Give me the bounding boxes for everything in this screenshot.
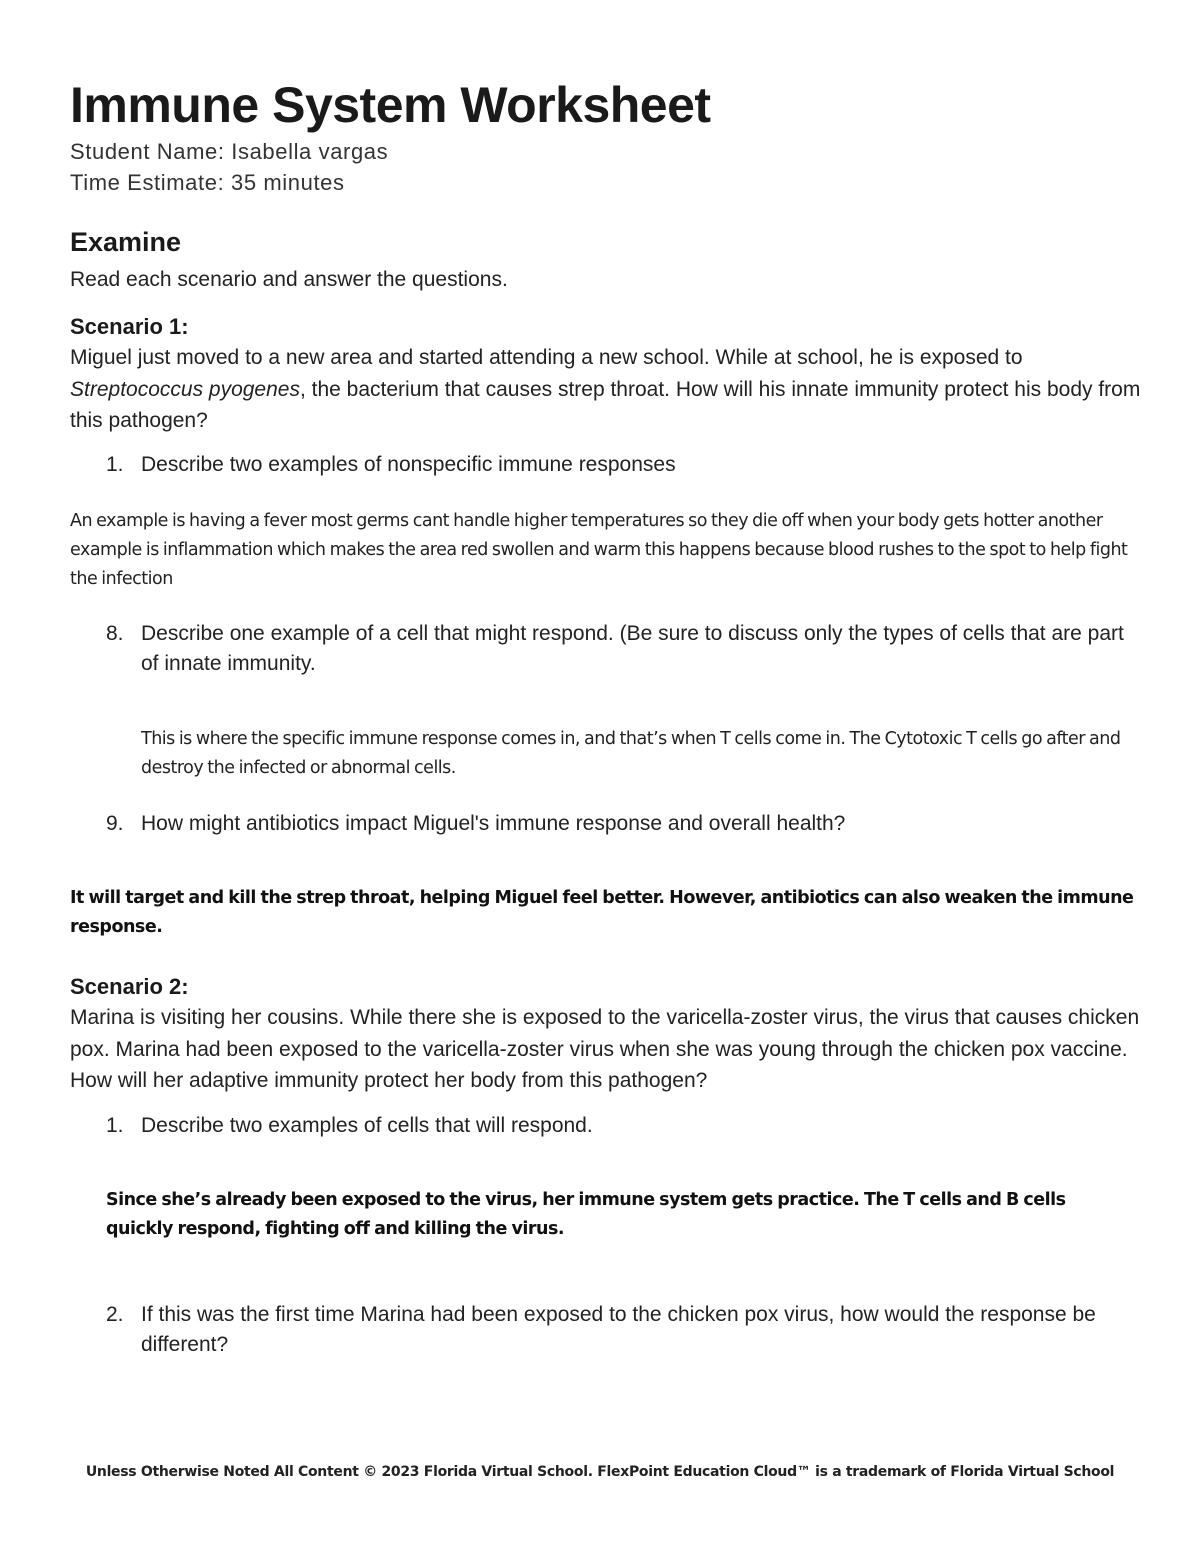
scenario-1-answer-1: An example is having a fever most germs cant handle higher temperatures so they die off when your body gets hotter another example is inflammation which makes the area red swollen and warm this happens because blood rushes to the spot to help fight the infection — [70, 511, 1128, 589]
question-text: Describe two examples of cells that will respond. — [141, 1114, 593, 1137]
scenario-1-question-9 — [106, 809, 1136, 839]
scenario-1-pathogen-name: Streptococcus pyogenes — [70, 377, 300, 401]
scenario-1-answer-9: It will target and kill the strep throat, helping Miguel feel better. However, antibiotics can also weaken the immune response. — [70, 888, 1134, 937]
examine-instructions: Read each scenario and answer the questions. — [70, 268, 508, 291]
worksheet-title: Immune System Worksheet — [70, 77, 711, 133]
examine-heading: Examine — [70, 227, 182, 257]
question-number: 1. — [106, 1114, 124, 1137]
question-number: 2. — [106, 1303, 124, 1326]
scenario-1-answer-8: This is where the specific immune response comes in, and that’s when T cells come in. The Cytotoxic T cells go after and destroy the infected or abnormal cells. — [141, 729, 1121, 778]
scenario-1-question-1 — [106, 450, 1136, 480]
question-number: 1. — [106, 453, 124, 476]
scenario-1-text-after: , the bacterium that causes strep throat. How will his innate immunity protect his body from this pathogen? — [70, 377, 1141, 432]
scenario-1-text — [70, 342, 1145, 437]
student-name: Student Name: Isabella vargas — [70, 139, 389, 164]
scenario-1-text-before: Miguel just moved to a new area and started attending a new school. While at school, he is exposed to — [70, 346, 1023, 369]
scenario-2-text: Marina is visiting her cousins. While there she is exposed to the varicella-zoster virus, the virus that causes chicken pox. Marina had been exposed to the varicella-zoster virus when she was young through the chicken pox vaccine. How will her adaptive immunity protect her body from this pathogen? — [70, 1006, 1140, 1092]
question-number: 8. — [106, 622, 124, 645]
scenario-2-question-1 — [106, 1111, 1136, 1141]
copyright-footer: Unless Otherwise Noted All Content © 2023 Florida Virtual School. FlexPoint Education Cloud™ is a trademark of Florida Virtual School — [85, 1464, 1115, 1480]
scenario-2-question-2 — [106, 1300, 1136, 1360]
scenario-1-heading: Scenario 1: — [70, 314, 189, 339]
question-text: If this was the first time Marina had been exposed to the chicken pox virus, how would the response be different? — [141, 1303, 1096, 1356]
question-number: 9. — [106, 812, 124, 835]
question-text: How might antibiotics impact Miguel's immune response and overall health? — [141, 812, 846, 835]
time-estimate: Time Estimate: 35 minutes — [70, 170, 345, 195]
scenario-2-answer-1: Since she’s already been exposed to the virus, her immune system gets practice. The T cells and B cells quickly respond, fighting off and killing the virus. — [106, 1190, 1066, 1239]
scenario-2-heading: Scenario 2: — [70, 974, 189, 999]
question-text: Describe one example of a cell that might respond. (Be sure to discuss only the types of cells that are part of innate immunity. — [141, 622, 1124, 675]
scenario-1-question-8 — [106, 619, 1136, 679]
question-text: Describe two examples of nonspecific immune responses — [141, 453, 676, 476]
